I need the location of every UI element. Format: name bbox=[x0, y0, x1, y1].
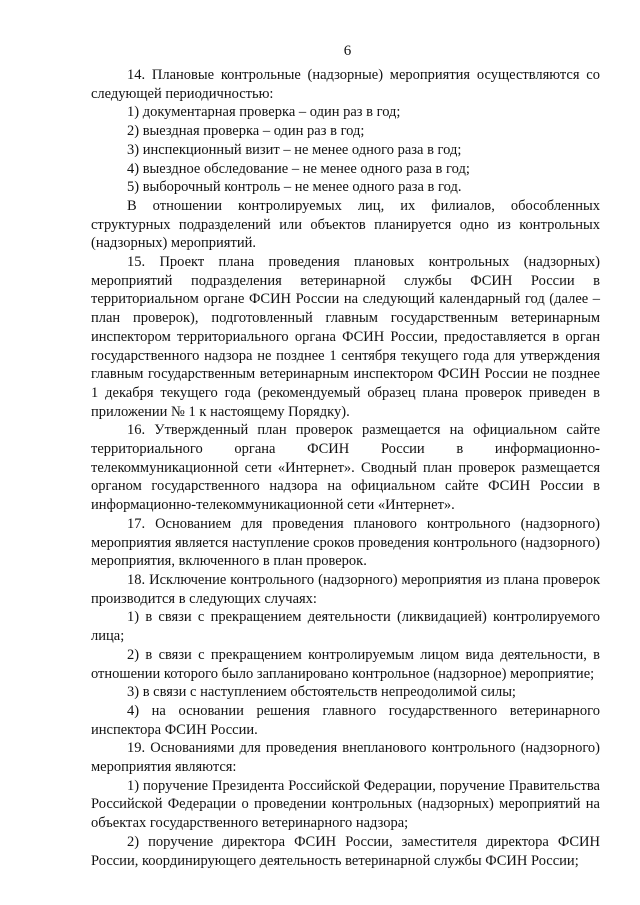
paragraph-p19: 19. Основаниями для проведения внепланового контрольного (надзорного) мероприятия являются: bbox=[91, 740, 600, 776]
paragraph-p18-4: 4) на основании решения главного государственного ветеринарного инспектора ФСИН России. bbox=[91, 702, 600, 738]
document-body bbox=[91, 66, 600, 870]
paragraph-p14-1: 1) документарная проверка – один раз в год; bbox=[127, 104, 401, 121]
paragraph-p15: 15. Проект плана проведения плановых контрольных (надзорных) мероприятий подразделения ветеринарной службы ФСИН России в территориальном органе ФСИН России на следующий календарный год (далее – план проверок), подготовленный главным государственным ветеринарным инспектором территориального органа ФСИН России, предоставляется в орган государственного надзора не позднее 1 сентября текущего года для утверждения главным государственным ветеринарным инспектором ФСИН России не позднее 1 декабря текущего года (рекомендуемый образец плана проверок приведен в приложении № 1 к настоящему Порядку). bbox=[91, 254, 600, 420]
paragraph-p17: 17. Основанием для проведения планового контрольного (надзорного) мероприятия является наступление сроков проведения контрольного (надзорного) мероприятия, включенного в план проверок. bbox=[91, 515, 600, 570]
paragraph-p14-2: 2) выездная проверка – один раз в год; bbox=[127, 123, 365, 140]
paragraph-p19-2: 2) поручение директора ФСИН России, заместителя директора ФСИН России, координирующего деятельность ветеринарной службы ФСИН России; bbox=[91, 833, 600, 869]
paragraph-p14-4: 4) выездное обследование – не менее одного раза в год; bbox=[127, 160, 470, 177]
paragraph-p14-note: В отношении контролируемых лиц, их филиалов, обособленных структурных подразделений или объектов планируется одно из контрольных (надзорных) мероприятий. bbox=[91, 197, 600, 252]
paragraph-p14-3: 3) инспекционный визит – не менее одного раза в год; bbox=[127, 141, 462, 158]
paragraph-p19-1: 1) поручение Президента Российской Федерации, поручение Правительства Российской Федерации о проведении контрольных (надзорных) мероприятий на объектах государственного ветеринарного надзора; bbox=[91, 777, 600, 832]
paragraph-p14: 14. Плановые контрольные (надзорные) мероприятия осуществляются со следующей периодичностью: bbox=[91, 67, 600, 102]
paragraph-p18-2: 2) в связи с прекращением контролируемым лицом вида деятельности, в отношении которого было запланировано контрольное (надзорное) мероприятие; bbox=[91, 646, 600, 682]
page-number: 6 bbox=[343, 43, 352, 59]
paragraph-p18-3: 3) в связи с наступлением обстоятельств непреодолимой силы; bbox=[127, 684, 516, 701]
paragraph-p18: 18. Исключение контрольного (надзорного) мероприятия из плана проверок производится в следующих случаях: bbox=[91, 571, 600, 607]
paragraph-p14-5: 5) выборочный контроль – не менее одного раза в год. bbox=[127, 179, 462, 196]
paragraph-p18-1: 1) в связи с прекращением деятельности (ликвидацией) контролируемого лица; bbox=[91, 609, 600, 645]
paragraph-p16: 16. Утвержденный план проверок размещается на официальном сайте территориального органа ФСИН России в информационно-телекоммуникационной сети «Интернет». Сводный план проверок размещается органом государственного надзора на официальном сайте ФСИН России в информационно-телекоммуникационной сети «Интернет». bbox=[91, 422, 600, 514]
